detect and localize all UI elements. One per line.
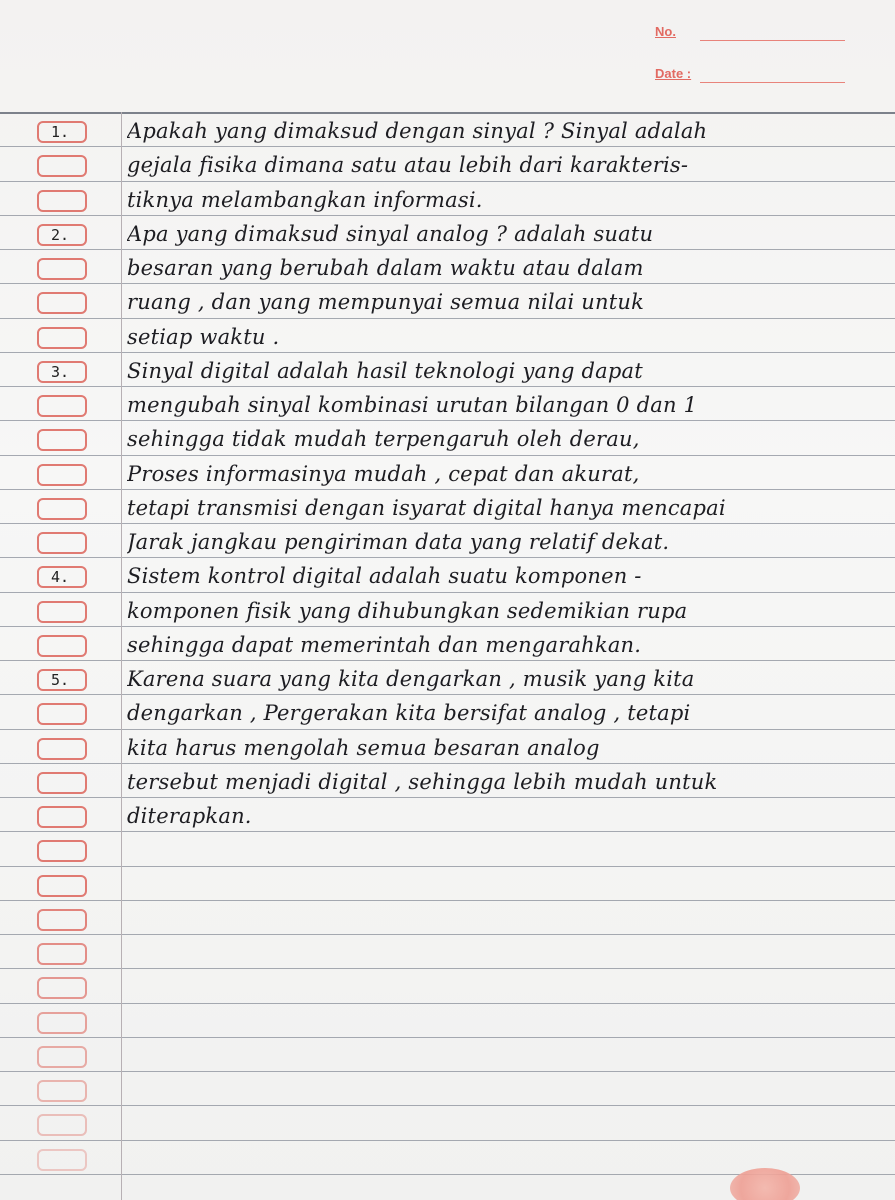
ruled-line (0, 489, 895, 490)
ruled-line (0, 249, 895, 250)
ruled-line (0, 866, 895, 867)
number-box (37, 977, 87, 999)
ruled-line (0, 763, 895, 764)
ruled-line (0, 1071, 895, 1072)
answer-line: setiap waktu . (127, 324, 280, 349)
ruled-line (0, 283, 895, 284)
number-box (37, 1114, 87, 1136)
no-label: No. (655, 24, 676, 39)
ruled-line (0, 352, 895, 353)
number-box (37, 258, 87, 280)
ruled-line (0, 318, 895, 319)
ruled-line (0, 386, 895, 387)
date-field-line (700, 82, 845, 83)
ruled-line (0, 900, 895, 901)
number-box (37, 395, 87, 417)
item-number: 2. (51, 225, 70, 244)
number-box (37, 121, 87, 143)
answer-line: tersebut menjadi digital , sehingga lebih mudah untuk (127, 769, 718, 794)
ruled-line (0, 660, 895, 661)
number-box (37, 327, 87, 349)
ruled-line (0, 694, 895, 695)
ruled-line (0, 181, 895, 182)
number-box (37, 703, 87, 725)
answer-line: kita harus mengolah semua besaran analog (127, 735, 600, 760)
answer-line: gejala fisika dimana satu atau lebih dari karakteris- (127, 153, 689, 178)
red-stamp (730, 1168, 800, 1200)
item-number: 1. (51, 123, 70, 141)
number-box (37, 1149, 87, 1171)
no-field-line (700, 40, 845, 41)
number-box (37, 1012, 87, 1034)
ruled-line (0, 523, 895, 524)
ruled-line (0, 797, 895, 798)
number-box (37, 361, 87, 383)
number-box (37, 190, 87, 212)
answer-line: dengarkan , Pergerakan kita bersifat analog , tetapi (127, 701, 691, 726)
answer-line: Jarak jangkau pengiriman data yang relatif dekat. (127, 530, 670, 554)
number-box (37, 601, 87, 623)
ruled-line (0, 626, 895, 627)
number-box (37, 498, 87, 520)
ruled-line (0, 1105, 895, 1106)
ruled-line (0, 1037, 895, 1038)
ruled-line (0, 934, 895, 935)
number-box (37, 464, 87, 486)
ruled-line (0, 455, 895, 456)
number-box (37, 840, 87, 862)
ruled-line (0, 215, 895, 216)
answer-line: Apa yang dimaksud sinyal analog ? adalah suatu (127, 221, 654, 246)
answer-line: Sistem kontrol digital adalah suatu komponen - (127, 564, 642, 589)
ruled-line (0, 1140, 895, 1141)
ruled-line (0, 968, 895, 969)
number-box (37, 224, 87, 246)
date-label: Date : (655, 66, 692, 81)
ruled-line (0, 831, 895, 832)
number-box (37, 566, 87, 588)
answer-line: Proses informasinya mudah , cepat dan akurat, (127, 461, 640, 486)
number-box (37, 155, 87, 177)
ruled-line (0, 557, 895, 558)
ruled-line (0, 146, 895, 147)
number-box (37, 875, 87, 897)
number-box (37, 772, 87, 794)
number-box (37, 738, 87, 760)
number-box (37, 669, 87, 691)
item-number: 3. (51, 362, 70, 381)
item-number: 5. (51, 671, 70, 689)
number-box (37, 532, 87, 554)
answer-line: Sinyal digital adalah hasil teknologi yang dapat (127, 358, 643, 383)
number-box (37, 1046, 87, 1068)
answer-line: tetapi transmisi dengan isyarat digital hanya mencapai (127, 495, 726, 520)
number-box (37, 292, 87, 314)
number-box (37, 909, 87, 931)
number-box (37, 943, 87, 965)
answer-line: Apakah yang dimaksud dengan sinyal ? Sinyal adalah (127, 119, 708, 143)
answer-line: ruang , dan yang mempunyai semua nilai untuk (127, 290, 645, 315)
number-box (37, 429, 87, 451)
number-box (37, 635, 87, 657)
ruled-line (0, 729, 895, 730)
item-number: 4. (51, 568, 70, 587)
answer-line: mengubah sinyal kombinasi urutan bilangan 0 dan 1 (127, 393, 698, 417)
number-box (37, 806, 87, 828)
margin-line (121, 112, 122, 1200)
answer-line: besaran yang berubah dalam waktu atau dalam (127, 256, 644, 280)
answer-line: sehingga dapat memerintah dan mengarahkan. (127, 632, 642, 657)
ruled-line (0, 592, 895, 593)
ruled-line (0, 1003, 895, 1004)
ruled-line (0, 112, 895, 114)
number-box (37, 1080, 87, 1102)
answer-line: komponen fisik yang dihubungkan sedemikian rupa (127, 598, 688, 623)
answer-line: Karena suara yang kita dengarkan , musik yang kita (127, 667, 695, 691)
ruled-line (0, 420, 895, 421)
answer-line: diterapkan. (127, 804, 252, 828)
answer-line: tiknya melambangkan informasi. (127, 187, 483, 212)
answer-line: sehingga tidak mudah terpengaruh oleh derau, (127, 427, 640, 452)
